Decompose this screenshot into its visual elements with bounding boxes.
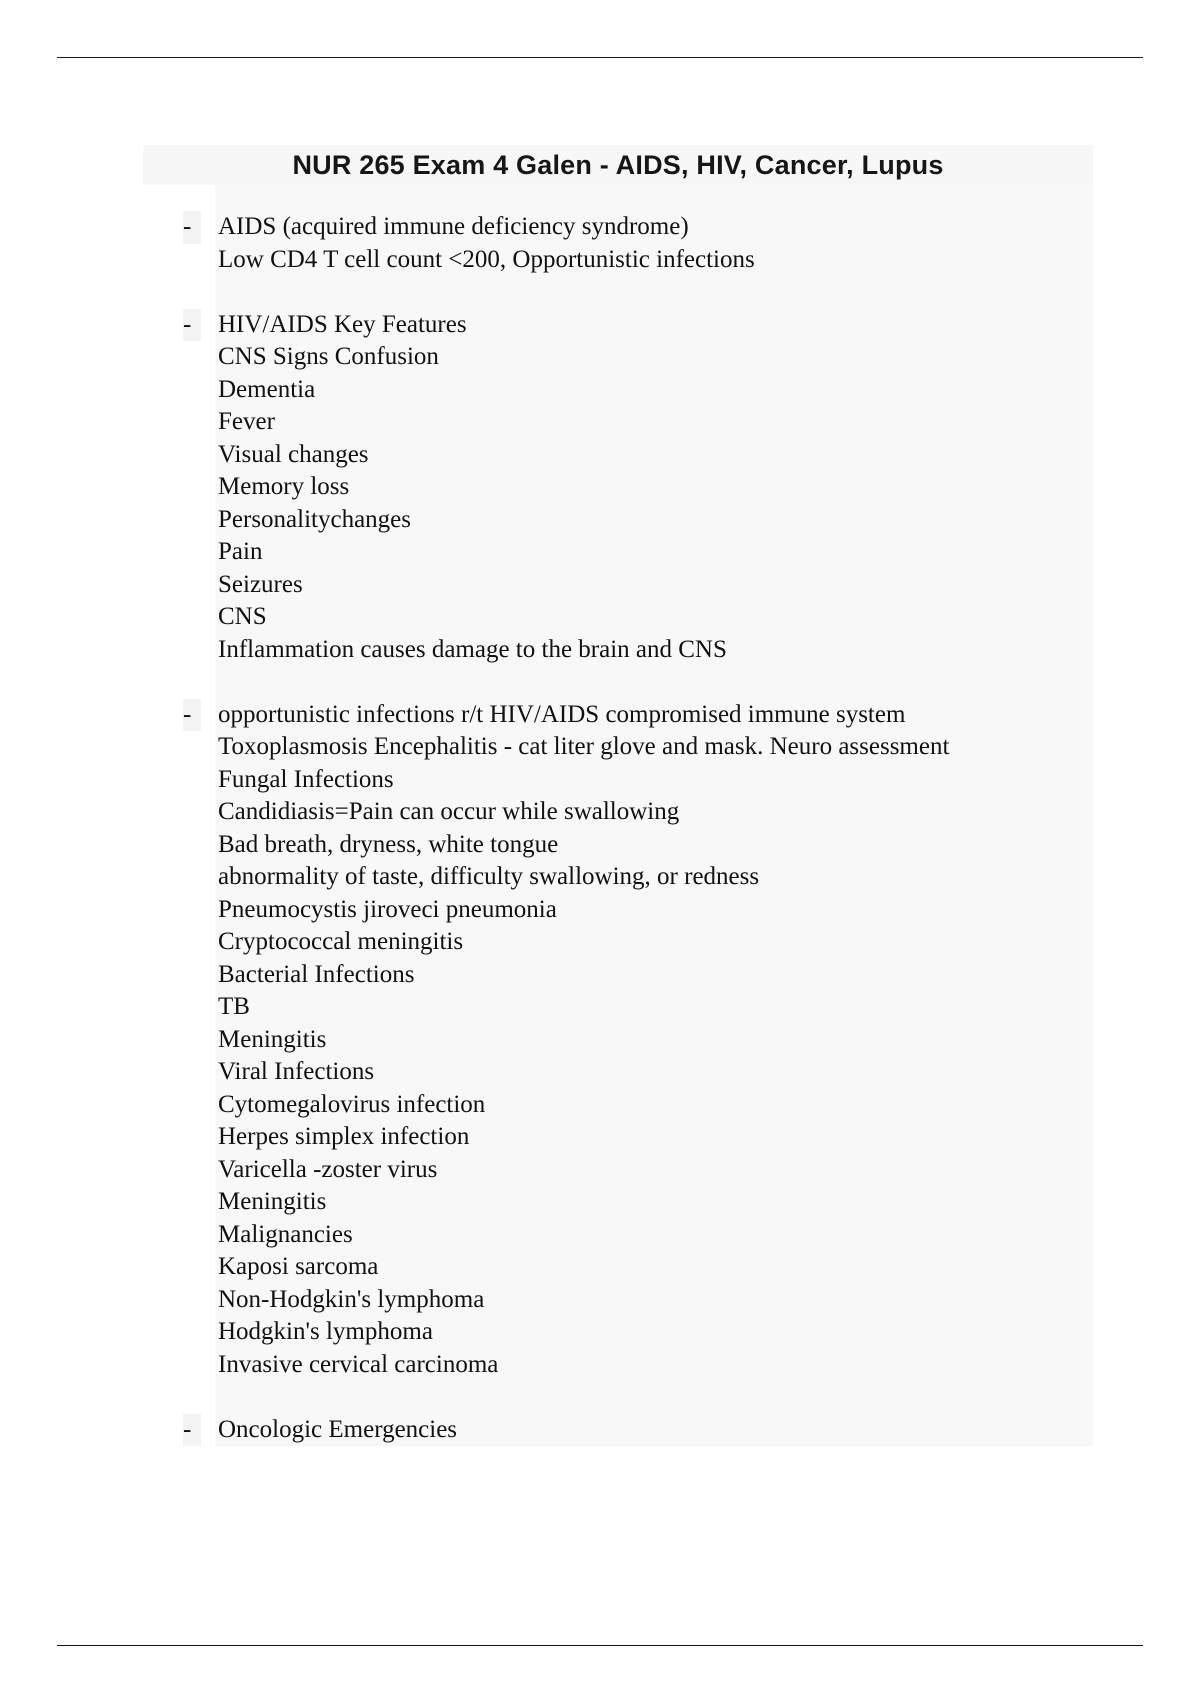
- bullet-dash: -: [183, 1414, 201, 1447]
- section-lines: [218, 211, 1098, 276]
- list-section: [0, 1414, 1200, 1447]
- list-item: Fever: [218, 408, 275, 435]
- page-bottom-rule: [57, 1645, 1143, 1646]
- list-item: CNS: [218, 603, 267, 630]
- list-item: Cytomegalovirus infection: [218, 1090, 486, 1118]
- list-item: Kaposi sarcoma: [218, 1253, 379, 1280]
- list-item: Varicella -zoster virus: [218, 1155, 438, 1183]
- list-item: Seizures: [218, 570, 303, 598]
- section-lines: [218, 309, 1098, 667]
- page-top-rule: [57, 57, 1143, 58]
- list-item: Non-Hodgkin's lymphoma: [218, 1285, 485, 1313]
- section-lines: [218, 699, 1098, 1382]
- list-item: CNS Signs Confusion: [218, 343, 439, 370]
- list-section: [0, 699, 1200, 1382]
- list-item: Visual changes: [218, 440, 369, 468]
- list-item: AIDS (acquired immune deficiency syndrome): [218, 213, 689, 240]
- list-item: Viral Infections: [218, 1058, 375, 1085]
- list-item: Bad breath, dryness, white tongue: [218, 830, 559, 858]
- list-item: Bacterial Infections: [218, 960, 415, 988]
- list-item: Inflammation causes damage to the brain and CNS: [218, 635, 727, 663]
- list-item: Oncologic Emergencies: [218, 1415, 458, 1443]
- list-item: Low CD4 T cell count <200, Opportunistic infections: [218, 245, 755, 273]
- list-item: Candidiasis=Pain can occur while swallowing: [218, 798, 680, 825]
- list-item: Malignancies: [218, 1220, 353, 1248]
- list-section: [0, 211, 1200, 276]
- list-item: Toxoplasmosis Encephalitis - cat liter glove and mask. Neuro assessment: [218, 733, 950, 760]
- list-item: Hodgkin's lymphoma: [218, 1318, 433, 1345]
- list-item: Meningitis: [218, 1025, 327, 1053]
- list-item: Personalitychanges: [218, 505, 412, 533]
- list-item: Memory loss: [218, 473, 350, 500]
- bullet-dash: -: [183, 699, 201, 732]
- list-section: [0, 309, 1200, 667]
- list-item: Dementia: [218, 375, 316, 403]
- list-item: Pneumocystis jiroveci pneumonia: [218, 895, 557, 923]
- list-item: abnormality of taste, difficulty swallowing, or redness: [218, 863, 760, 890]
- document-title: NUR 265 Exam 4 Galen - AIDS, HIV, Cancer, Lupus: [292, 150, 944, 180]
- list-item: opportunistic infections r/t HIV/AIDS compromised immune system: [218, 700, 906, 728]
- list-item: Pain: [218, 538, 263, 565]
- list-item: TB: [218, 993, 250, 1020]
- bullet-dash: -: [183, 309, 201, 342]
- list-item: Meningitis: [218, 1188, 327, 1215]
- section-lines: [218, 1414, 1098, 1447]
- bullet-dash: -: [183, 211, 201, 244]
- list-item: Fungal Infections: [218, 765, 394, 793]
- document-body: [0, 211, 1200, 1479]
- list-item: Cryptococcal meningitis: [218, 928, 464, 955]
- list-item: Invasive cervical carcinoma: [218, 1350, 499, 1378]
- list-item: Herpes simplex infection: [218, 1123, 470, 1150]
- list-item: HIV/AIDS Key Features: [218, 310, 467, 338]
